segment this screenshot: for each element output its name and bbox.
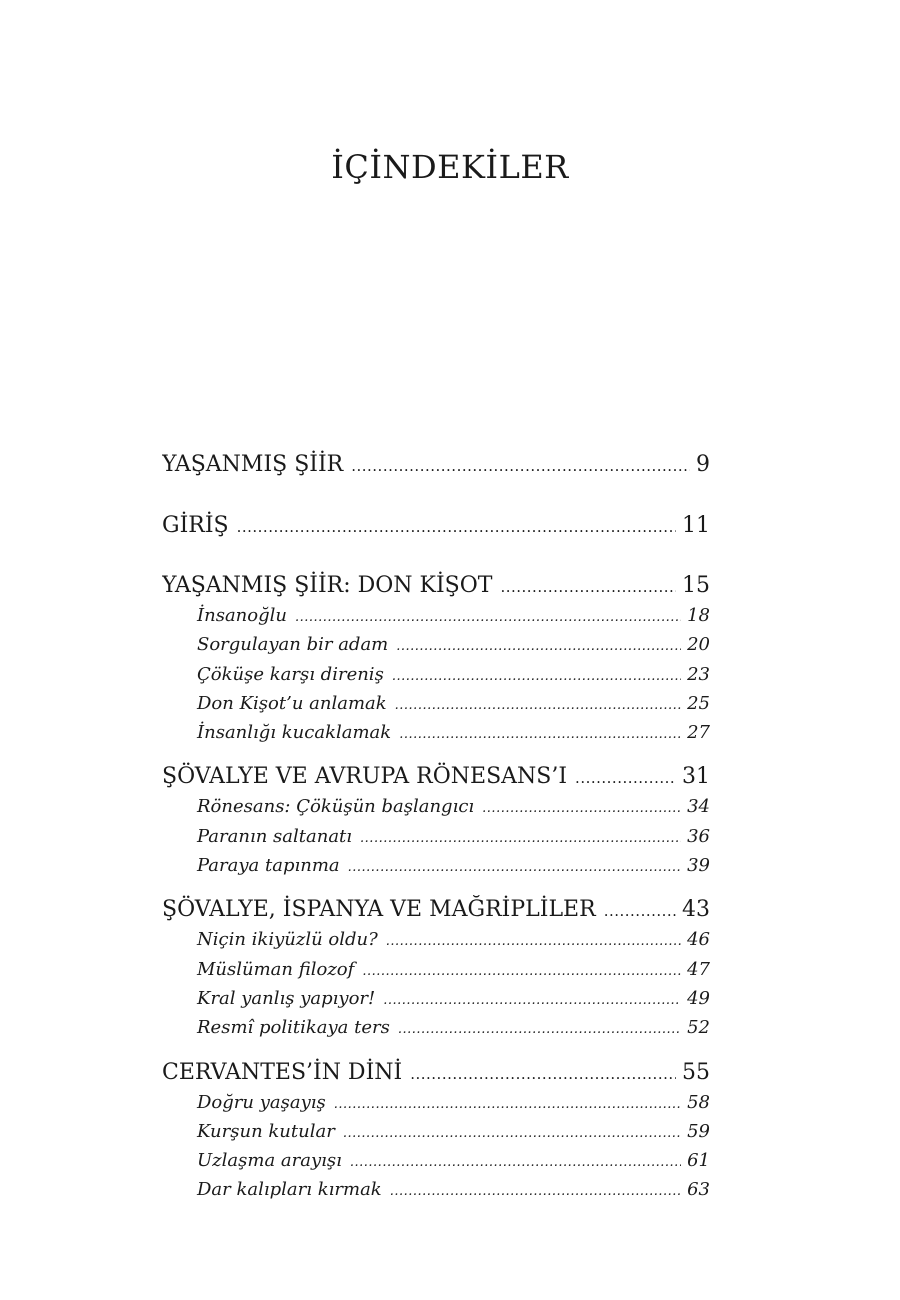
- dot-leader: [351, 450, 690, 481]
- table-of-contents: [162, 450, 710, 1206]
- subsection-page-number: 47: [687, 958, 710, 980]
- subsection-title: Kurşun kutular: [197, 1120, 335, 1142]
- subsection-title: Paraya tapınma: [197, 855, 340, 877]
- subsection-title: İnsanoğlu: [197, 605, 287, 626]
- dot-leader: [343, 1118, 681, 1147]
- subsection-title: Doğru yaşayış: [197, 1091, 326, 1113]
- dot-leader: [395, 690, 681, 719]
- toc-chapter-entry[interactable]: [162, 450, 710, 481]
- chapter-title: GİRİŞ: [162, 513, 229, 538]
- toc-chapter-entry[interactable]: [162, 895, 710, 926]
- subsection-title: Don Kişot’u anlamak: [197, 692, 387, 714]
- subsection-page-number: 27: [687, 722, 710, 744]
- dot-leader: [399, 719, 681, 748]
- subsection-page-number: 58: [687, 1091, 710, 1113]
- subsection-page-number: 46: [687, 929, 710, 951]
- toc-chapter-entry[interactable]: [162, 762, 710, 793]
- subsection-page-number: 34: [687, 796, 710, 818]
- subsection-page-number: 25: [687, 692, 710, 714]
- chapter-page-number: 11: [682, 513, 710, 538]
- toc-subsection-entry[interactable]: [162, 1176, 710, 1205]
- subsection-title: Müslüman filozof: [197, 958, 355, 980]
- chapter-page-number: 55: [682, 1059, 710, 1085]
- subsection-title: Çöküşe karşı direniş: [197, 663, 384, 685]
- chapter-page-number: 31: [682, 764, 710, 790]
- dot-leader: [360, 823, 681, 852]
- subsection-page-number: 61: [687, 1150, 710, 1172]
- toc-chapter-entry[interactable]: [162, 571, 710, 602]
- chapter-page-number: 43: [682, 897, 710, 923]
- subsection-page-number: 18: [687, 605, 710, 626]
- dot-leader: [362, 956, 681, 985]
- dot-leader: [390, 1176, 681, 1205]
- toc-subsection-entry[interactable]: [162, 956, 710, 985]
- dot-leader: [237, 511, 676, 542]
- dot-leader: [396, 631, 681, 660]
- dot-leader: [398, 1014, 681, 1043]
- toc-section: [162, 895, 710, 1043]
- subsection-title: Rönesans: Çöküşün başlangıcı: [197, 796, 475, 818]
- toc-subsection-entry[interactable]: [162, 631, 710, 660]
- dot-leader: [575, 762, 676, 793]
- subsection-title: Uzlaşma arayışı: [197, 1150, 342, 1172]
- toc-section: [162, 511, 710, 542]
- toc-section: [162, 450, 710, 481]
- toc-section: [162, 571, 710, 748]
- toc-subsection-entry[interactable]: [162, 1147, 710, 1176]
- toc-subsection-entry[interactable]: [162, 1118, 710, 1147]
- subsection-title: Kral yanlış yapıyor!: [197, 987, 376, 1009]
- dot-leader: [295, 602, 681, 631]
- subsection-page-number: 52: [687, 1017, 710, 1039]
- dot-leader: [386, 926, 681, 955]
- dot-leader: [392, 661, 681, 690]
- chapter-title: ŞÖVALYE, İSPANYA VE MAĞRİPLİLER: [162, 897, 596, 923]
- subsection-page-number: 36: [687, 825, 710, 847]
- toc-subsection-entry[interactable]: [162, 823, 710, 852]
- toc-subsection-entry[interactable]: [162, 719, 710, 748]
- subsection-page-number: 39: [687, 855, 710, 877]
- subsection-title: İnsanlığı kucaklamak: [197, 722, 392, 744]
- dot-leader: [348, 852, 681, 881]
- toc-chapter-entry[interactable]: [162, 511, 710, 542]
- toc-subsection-entry[interactable]: [162, 926, 710, 955]
- toc-subsection-entry[interactable]: [162, 661, 710, 690]
- subsection-title: Sorgulayan bir adam: [197, 634, 389, 656]
- toc-subsection-entry[interactable]: [162, 1089, 710, 1118]
- subsection-title: Paranın saltanatı: [197, 825, 353, 847]
- chapter-page-number: 9: [696, 452, 710, 477]
- dot-leader: [604, 895, 676, 926]
- chapter-title: CERVANTES’İN DİNİ: [162, 1059, 403, 1085]
- dot-leader: [350, 1147, 681, 1176]
- chapter-title: ŞÖVALYE VE AVRUPA RÖNESANS’I: [162, 764, 568, 790]
- toc-section: [162, 762, 710, 881]
- dot-leader: [500, 571, 676, 602]
- toc-chapter-entry[interactable]: [162, 1058, 710, 1089]
- dot-leader: [482, 793, 681, 822]
- toc-subsection-entry[interactable]: [162, 1014, 710, 1043]
- toc-subsection-entry[interactable]: [162, 690, 710, 719]
- chapter-page-number: 15: [682, 573, 710, 598]
- toc-subsection-entry[interactable]: [162, 852, 710, 881]
- toc-section: [162, 1058, 710, 1206]
- subsection-page-number: 49: [687, 987, 710, 1009]
- subsection-title: Resmî politikaya ters: [197, 1017, 390, 1039]
- page-title: İÇİNDEKİLER: [331, 148, 569, 186]
- chapter-title: YAŞANMIŞ ŞİİR: [162, 452, 344, 477]
- toc-subsection-entry[interactable]: [162, 793, 710, 822]
- subsection-title: Niçin ikiyüzlü oldu?: [197, 929, 378, 951]
- subsection-page-number: 59: [687, 1120, 710, 1142]
- toc-subsection-entry[interactable]: [162, 602, 710, 631]
- dot-leader: [383, 985, 681, 1014]
- chapter-title: YAŞANMIŞ ŞİİR: DON KİŞOT: [162, 573, 493, 598]
- subsection-page-number: 63: [687, 1179, 710, 1201]
- subsection-page-number: 20: [687, 634, 710, 656]
- subsection-title: Dar kalıpları kırmak: [197, 1179, 382, 1201]
- dot-leader: [410, 1058, 676, 1089]
- dot-leader: [334, 1089, 681, 1118]
- toc-subsection-entry[interactable]: [162, 985, 710, 1014]
- subsection-page-number: 23: [687, 663, 710, 685]
